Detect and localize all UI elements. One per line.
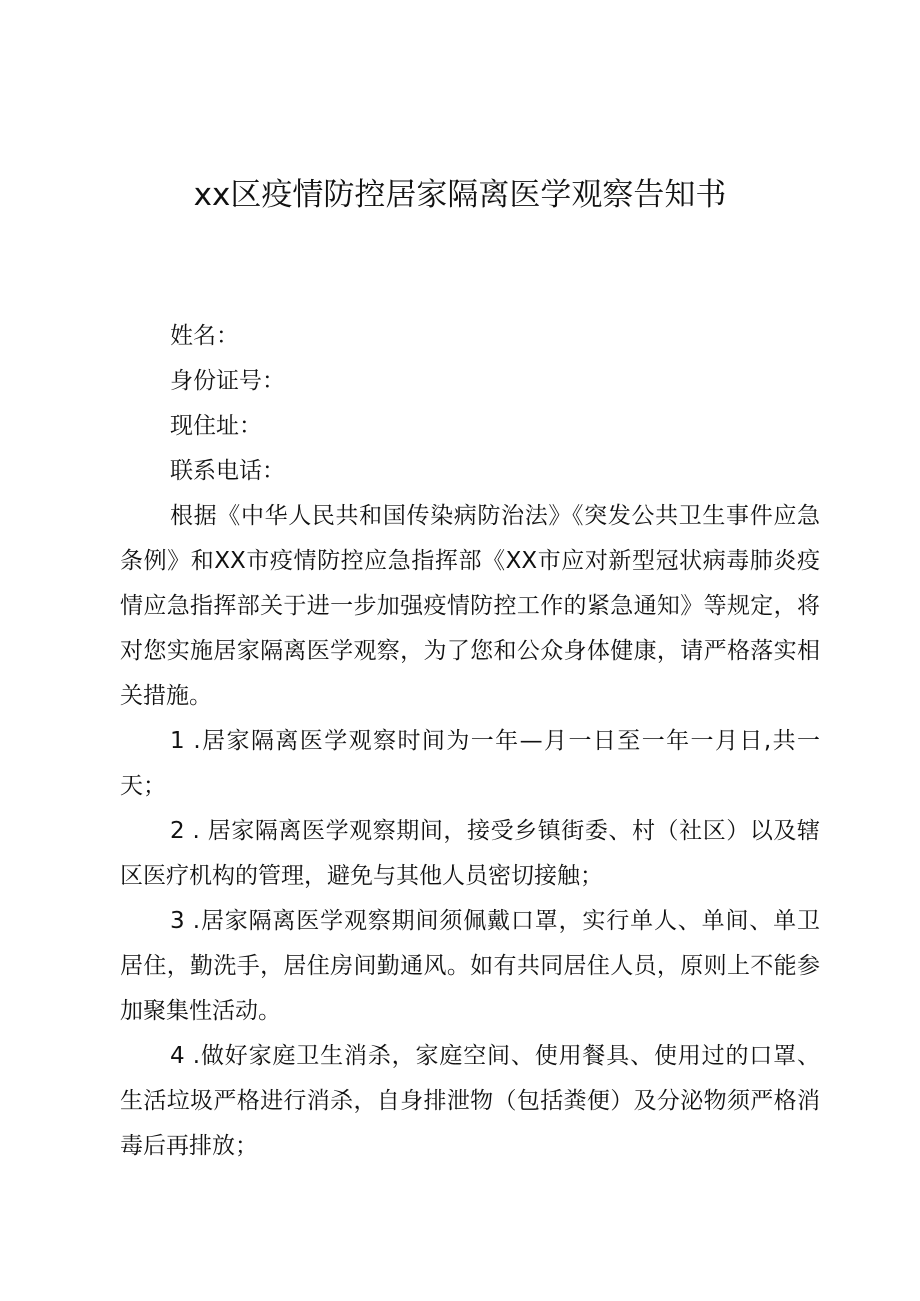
list-item: 3 .居家隔离医学观察期间须佩戴口罩，实行单人、单间、单卫居住，勤洗手，居住房间勤通风。如有共同居住人员，原则上不能参加聚集性活动。 [120, 908, 820, 1024]
list-item: 2 . 居家隔离医学观察期间，接受乡镇街委、村（社区）以及辖区医疗机构的管理，避免与其他人员密切接触； [120, 818, 820, 889]
list-item: 4 .做好家庭卫生消杀，家庭空间、使用餐具、使用过的口罩、生活垃圾严格进行消杀，自身排泄物（包括粪便）及分泌物须严格消毒后再排放； [120, 1043, 820, 1159]
field-address: 现住址： [170, 413, 262, 439]
document-title: xx区疫情防控居家隔离医学观察告知书 [193, 177, 727, 213]
intro-paragraph: 根据《中华人民共和国传染病防治法》《突发公共卫生事件应急条例》和XX市疫情防控应急指挥部《XX市应对新型冠状病毒肺炎疫情应急指挥部关于进一步加强疫情防控工作的紧急通知》等规定，将对您实施居家隔离医学观察，为了您和公众身体健康，请严格落实相关措施。 [120, 503, 820, 709]
document-body [120, 314, 820, 1169]
field-name: 姓名： [170, 323, 239, 349]
field-id-number: 身份证号： [170, 368, 285, 394]
list-item: 1 .居家隔离医学观察时间为一年—月一日至一年一月日,共一天； [120, 728, 820, 799]
field-phone: 联系电话： [170, 458, 285, 484]
